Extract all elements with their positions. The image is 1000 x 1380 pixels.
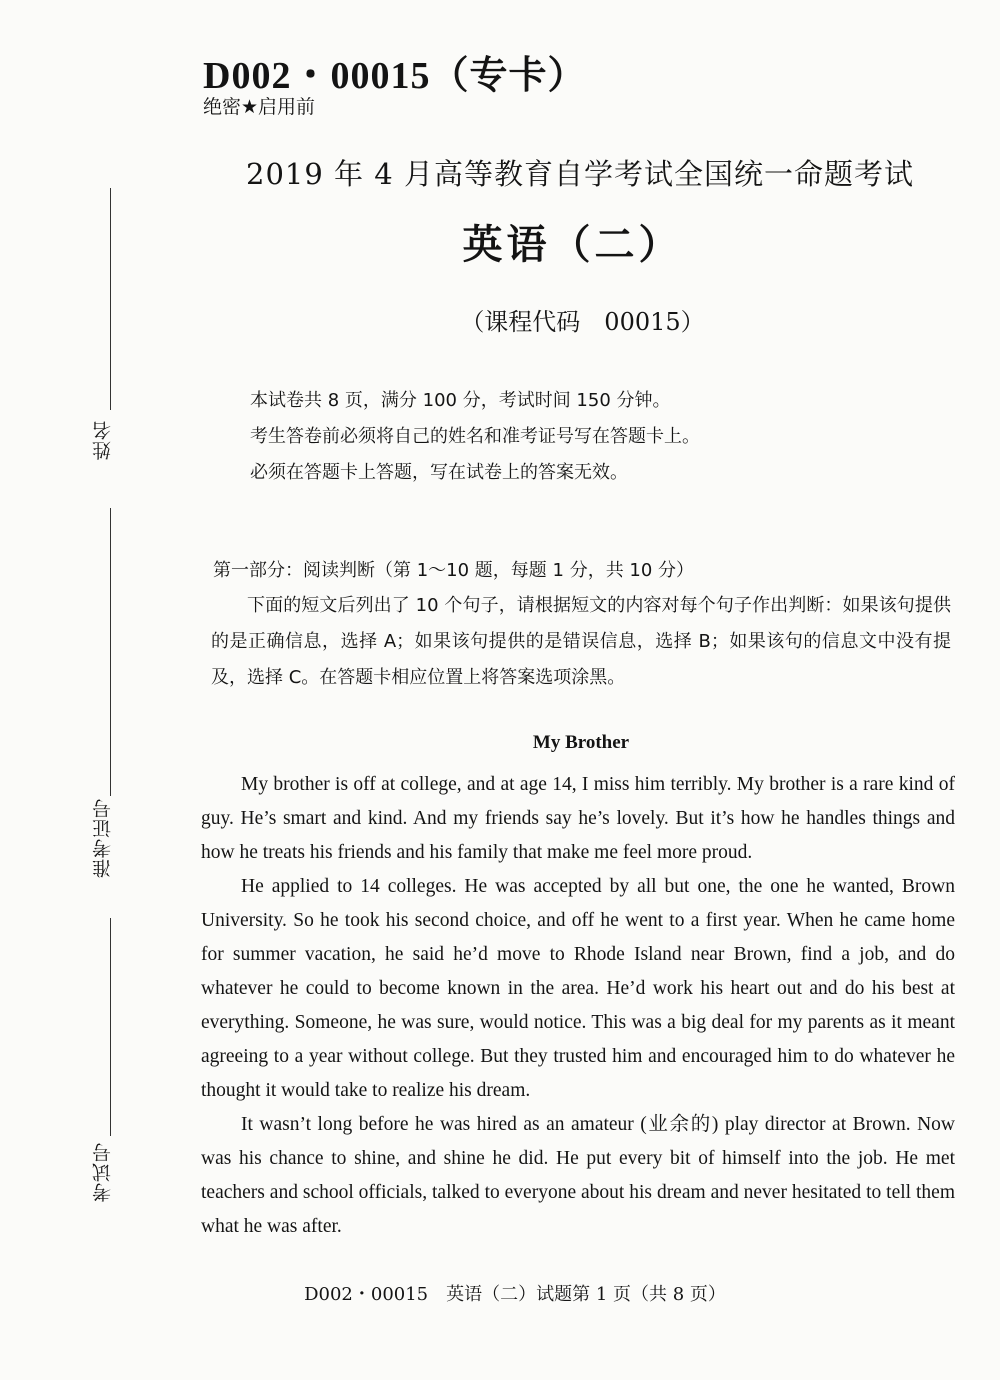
- exam-no-label: 考试号: [92, 1142, 114, 1202]
- exam-no-line: [110, 918, 111, 1136]
- name-line: [110, 188, 111, 410]
- passage-paragraph: My brother is off at college, and at age 14, I miss him terribly. My brother is a rare kind of guy. He’s smart and kind. And my friends say he’s lovely. But it’s how he handles things and how he treats his friends and his family that make me feel more proud.: [201, 774, 955, 863]
- page-footer: D002・00015 英语（二）试题第 1 页（共 8 页）: [304, 1284, 726, 1305]
- part-instructions: 下面的短文后列出了 10 个句子，请根据短文的内容对每个句子作出判断：如果该句提供的是正确信息，选择 A；如果该句提供的是错误信息，选择 B；如果该句的信息文中没有提及，选择 C。在答题卡相应位置上将答案选项涂黑。: [211, 595, 951, 688]
- course-code: （课程代码 00015）: [460, 308, 705, 336]
- part-heading: 第一部分：阅读判断（第 1～10 题，每题 1 分，共 10 分）: [213, 560, 695, 581]
- note-pages: 本试卷共 8 页，满分 100 分，考试时间 150 分钟。: [250, 390, 671, 411]
- exam-title: 2019 年 4 月高等教育自学考试全国统一命题考试: [246, 157, 914, 191]
- passage-title: My Brother: [532, 732, 630, 753]
- note-fill-in: 考生答卷前必须将自己的姓名和准考证号写在答题卡上。: [250, 426, 700, 447]
- exam-notes: [250, 383, 700, 491]
- passage-body: [201, 768, 955, 1244]
- secret-mark: 绝密★启用前: [203, 96, 316, 118]
- passage-paragraph: He applied to 14 colleges. He was accepted by all but one, the one he wanted, Brown University. So he took his second choice, and off he went to a first year. When he came home for summer vacation, he said he’d move to Rhode Island near Brown, find a job, and do whatever he could to become known in the area. He’d work his heart out and do his best at everything. Someone, he was sure, would notice. This was a big deal for my parents as it meant agreeing to a year without college. But they trusted him and encouraged him to do whatever he thought it would take to realize his dream.: [201, 876, 955, 1101]
- note-answer-card: 必须在答题卡上答题，写在试卷上的答案无效。: [250, 462, 628, 483]
- admission-label: 准考证号: [92, 798, 114, 878]
- passage-paragraph: It wasn’t long before he was hired as an amateur (业余的) play director at Brown. Now was his chance to shine, and shine he did. He put every bit of himself into the job. He met teachers and school officials, talked to everyone about his dream and never hesitated to tell them what he was after.: [201, 1114, 955, 1237]
- subject-title: 英语（二）: [462, 222, 683, 268]
- paper-code: D002・00015（专卡）: [203, 55, 587, 97]
- name-label: 姓名: [92, 420, 114, 460]
